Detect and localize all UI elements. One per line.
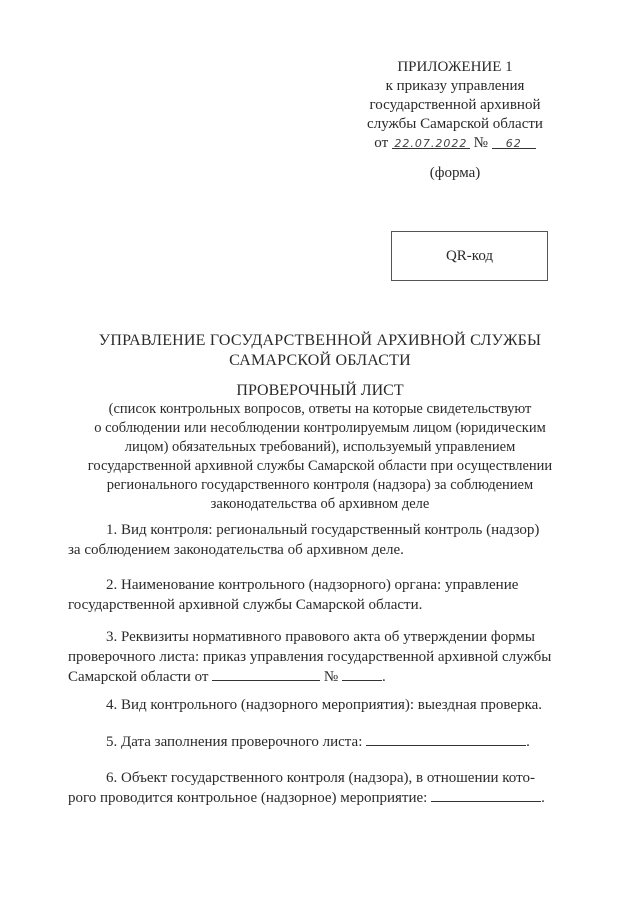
item-5-line-1 (68, 732, 544, 752)
item-3-date-prefix: Самарской области от (68, 669, 209, 685)
subtitle-line: (список контрольных вопросов, ответы на которые свидетельствуют (108, 401, 532, 417)
approval-date-blank[interactable] (212, 667, 320, 681)
department-heading (60, 331, 580, 371)
qr-code-label: QR-код (445, 247, 494, 264)
checklist-item-2 (68, 575, 544, 615)
item-3-number-sign: № (323, 669, 339, 685)
date-handwritten-field (392, 134, 470, 149)
date-handwritten: 22.07.2022 (394, 137, 468, 150)
item-3-line-3 (68, 667, 544, 687)
subtitle-line: регионального государственного контроля (надзора) за соблюдением (106, 477, 534, 493)
item-2-line-1: 2. Наименование контрольного (надзорного) органа: управление (106, 577, 519, 593)
appendix-line-3: государственной архивной (369, 97, 541, 113)
fill-date-blank[interactable] (366, 732, 526, 746)
appendix-title: ПРИЛОЖЕНИЕ 1 (397, 59, 513, 75)
approval-number-blank[interactable] (342, 667, 382, 681)
subtitle-line: законодательства об архивном деле (210, 496, 430, 512)
qr-code-placeholder (391, 231, 548, 281)
checklist-subtitle (60, 400, 580, 514)
control-object-blank[interactable] (431, 788, 541, 802)
checklist-item-6 (68, 768, 544, 808)
item-6-label: рого проводится контрольное (надзорное) мероприятие: (68, 790, 428, 806)
checklist-item-1 (68, 520, 544, 560)
item-6-period: . (541, 790, 545, 806)
item-6-line-1: 6. Объект государственного контроля (надзора), в отношении кото- (106, 770, 535, 786)
item-1-line-2: за соблюдением законодательства об архивном деле. (68, 542, 404, 558)
number-sign: № (473, 135, 488, 151)
item-3-line-2: проверочного листа: приказ управления государственной архивной службы (68, 649, 552, 665)
item-6-line-2 (68, 788, 544, 808)
item-4-line-1: 4. Вид контрольного (надзорного мероприятия): выездная проверка. (106, 697, 543, 713)
item-5-label: 5. Дата заполнения проверочного листа: (106, 734, 363, 750)
appendix-line-2: к приказу управления (385, 78, 525, 94)
checklist-item-3 (68, 627, 552, 687)
subtitle-line: о соблюдении или несоблюдении контролируемым лицом (юридическим (94, 420, 546, 436)
checklist-item-4 (68, 695, 544, 715)
appendix-header (330, 58, 580, 153)
appendix-date-line (330, 134, 580, 153)
number-handwritten: 62 (505, 137, 522, 150)
item-3-line-1: 3. Реквизиты нормативного правового акта об утверждении формы (106, 629, 535, 645)
form-label: (форма) (429, 165, 481, 181)
checklist-title: ПРОВЕРОЧНЫЙ ЛИСТ (236, 382, 404, 399)
appendix-line-4: службы Самарской области (367, 116, 543, 132)
checklist-item-5 (68, 732, 544, 752)
item-3-period: . (381, 669, 386, 685)
date-prefix: от (374, 135, 389, 151)
department-line-1: УПРАВЛЕНИЕ ГОСУДАРСТВЕННОЙ АРХИВНОЙ СЛУЖБЫ (98, 332, 542, 349)
subtitle-line: лицом) обязательных требований), используемый управлением (124, 439, 516, 455)
item-2-line-2: государственной архивной службы Самарской области. (68, 597, 423, 613)
item-1-line-1: 1. Вид контроля: региональный государственный контроль (надзор) (106, 522, 540, 538)
subtitle-line: государственной архивной службы Самарской области при осуществлении (87, 458, 553, 474)
item-5-period: . (526, 734, 530, 750)
department-line-2: САМАРСКОЙ ОБЛАСТИ (229, 352, 411, 369)
number-handwritten-field (492, 134, 536, 149)
